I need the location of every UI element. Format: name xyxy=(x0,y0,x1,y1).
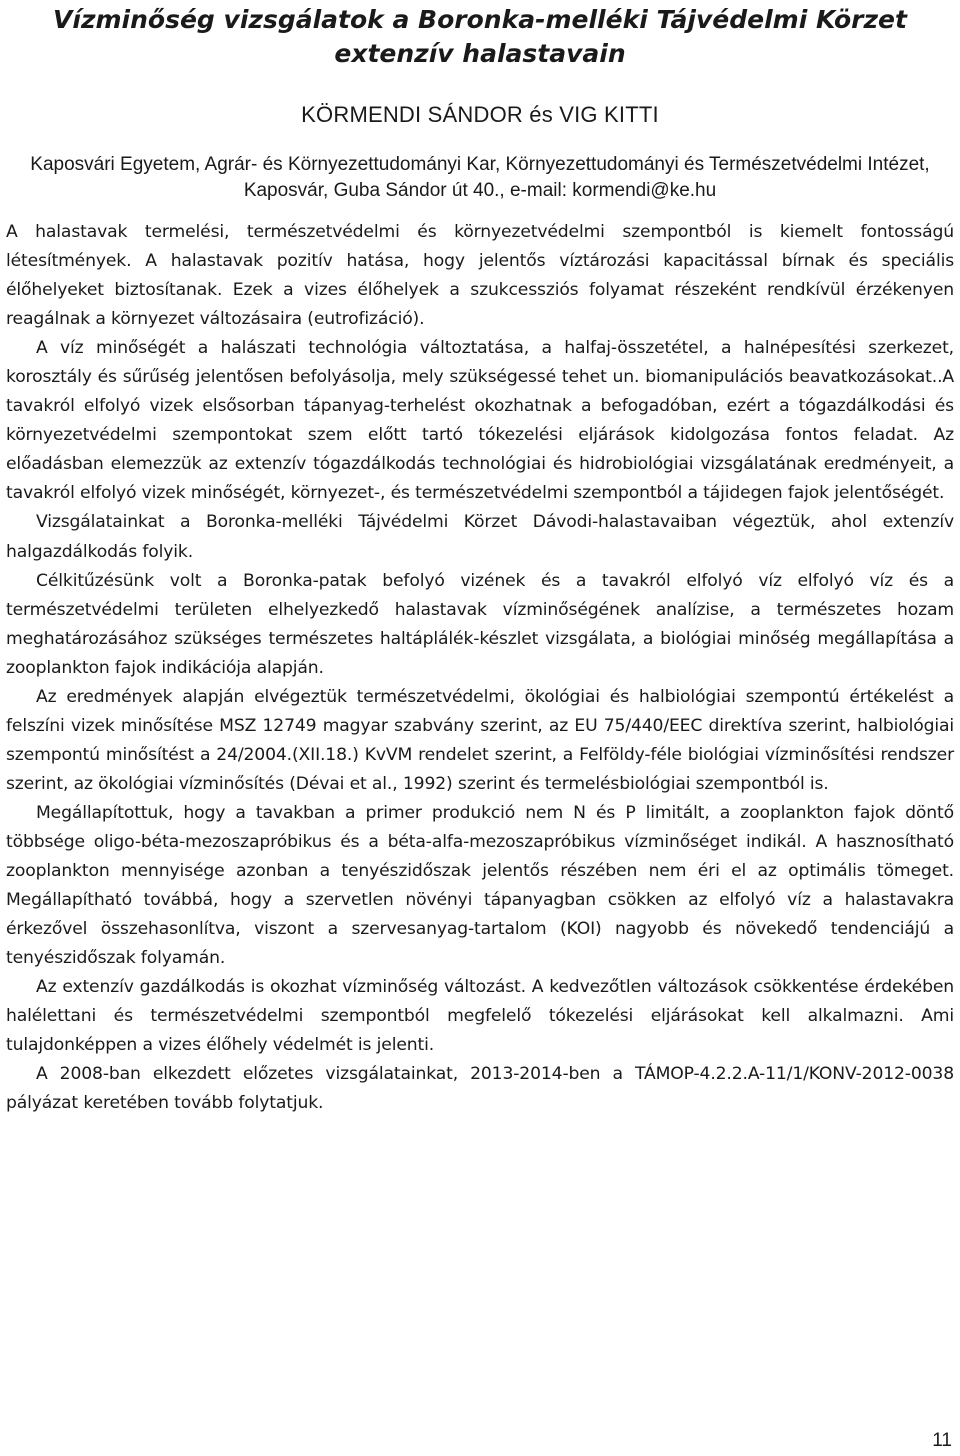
document-title: Vízminőség vizsgálatok a Boronka-melléki Tájvédelmi Körzet extenzív halastavain xyxy=(53,5,907,68)
affiliation: Kaposvári Egyetem, Agrár- és Környezettudományi Kar, Környezettudományi és Természetvédelmi Intézet, Kaposvár, Guba Sándor út 40., e-mail: kormendi@ke.hu xyxy=(30,154,930,201)
paragraph: Megállapítottuk, hogy a tavakban a primer produkció nem N és P limitált, a zooplankton fajok döntő többsége oligo-béta-mezoszapróbikus és a béta-alfa-mezoszapróbikus vízminőséget indikál. A hasznosítható zooplankton mennyisége azonban a tenyészidőszak jelentős részében nem éri el az optimális tömeget. Megállapítható továbbá, hogy a szervetlen növényi tápanyagban csökken az elfolyó víz a halastavakra érkezővel összehasonlítva, viszont a szervesanyag-tartalom (KOI) nagyobb és növekedő tendenciájú a tenyészidőszak folyamán. xyxy=(6,802,954,969)
paragraph: A halastavak termelési, természetvédelmi és környezetvédelmi szempontból is kiemelt fontosságú létesítmények. A halastavak pozitív hatása, hogy jelentős víztározási kapacitással bírnak és speciális élőhelyeket biztosítanak. Ezek a vizes élőhelyek a szukcessziós folyamat részeként rendkívül érzékenyen reagálnak a környezet változásaira (eutrofizáció). xyxy=(6,222,954,330)
authors: KÖRMENDI SÁNDOR és VIG KITTI xyxy=(301,102,659,127)
paragraph: A víz minőségét a halászati technológia változtatása, a halfaj-összetétel, a halnépesítési szerkezet, korosztály és sűrűség jelentősen befolyásolja, mely szükségessé tehet un. biomanipulációs beavatkozásokat..A tavakról elfolyó vizek elsősorban tápanyag-terhelést okozhatnak a befogadóban, ezért a tógazdálkodási és környezetvédelmi szempontokat szem előtt tartó tókezelési eljárások kidolgozása fontos feladat. Az előadásban elemezzük az extenzív tógazdálkodás technológiai és hidrobiológiai vizsgálatának eredményeit, a tavakról elfolyó vizek minőségét, környezet-, és természetvédelmi szempontból a tájidegen fajok jelentőségét. xyxy=(6,338,954,504)
paragraph: Vizsgálatainkat a Boronka-melléki Tájvédelmi Körzet Dávodi-halastavaiban végeztük, ahol extenzív halgazdálkodás folyik. xyxy=(6,512,954,562)
paragraph: Az eredmények alapján elvégeztük természetvédelmi, ökológiai és halbiológiai szempontú értékelést a felszíni vizek minősítése MSZ 12749 magyar szabvány szerint, az EU 75/440/EEC direktíva szerint, halbiológiai szempontú minősítést a 24/2004.(XII.18.) KvVM rendelet szerint, a Felföldy-féle biológiai vízminősítési rendszer szerint, az ökológiai vízminősítés (Dévai et al., 1992) szerint és termelésbiológiai szempontból is. xyxy=(6,686,954,794)
page-number: 11 xyxy=(932,1430,952,1451)
paragraph: A 2008-ban elkezdett előzetes vizsgálatainkat, 2013-2014-ben a TÁMOP-4.2.2.A-11/1/KONV-2012-0038 pályázat keretében tovább folytatjuk. xyxy=(6,1064,954,1114)
abstract-body xyxy=(6,218,954,1118)
paragraph: Célkitűzésünk volt a Boronka-patak befolyó vizének és a tavakról elfolyó víz elfolyó víz és a természetvédelmi területen elhelyezkedő halastavak vízminőségének analízise, a természetes hozam meghatározásához szükséges természetes haltáplálék-készlet vizsgálata, a biológiai minőség megállapítása a zooplankton fajok indikációja alapján. xyxy=(6,570,954,678)
paragraph: Az extenzív gazdálkodás is okozhat vízminőség változást. A kedvezőtlen változások csökkentése érdekében halélettani és természetvédelmi szempontból megfelelő tókezelési eljárásokat kell alkalmazni. Ami tulajdonképpen a vizes élőhely védelmét is jelenti. xyxy=(6,977,954,1056)
